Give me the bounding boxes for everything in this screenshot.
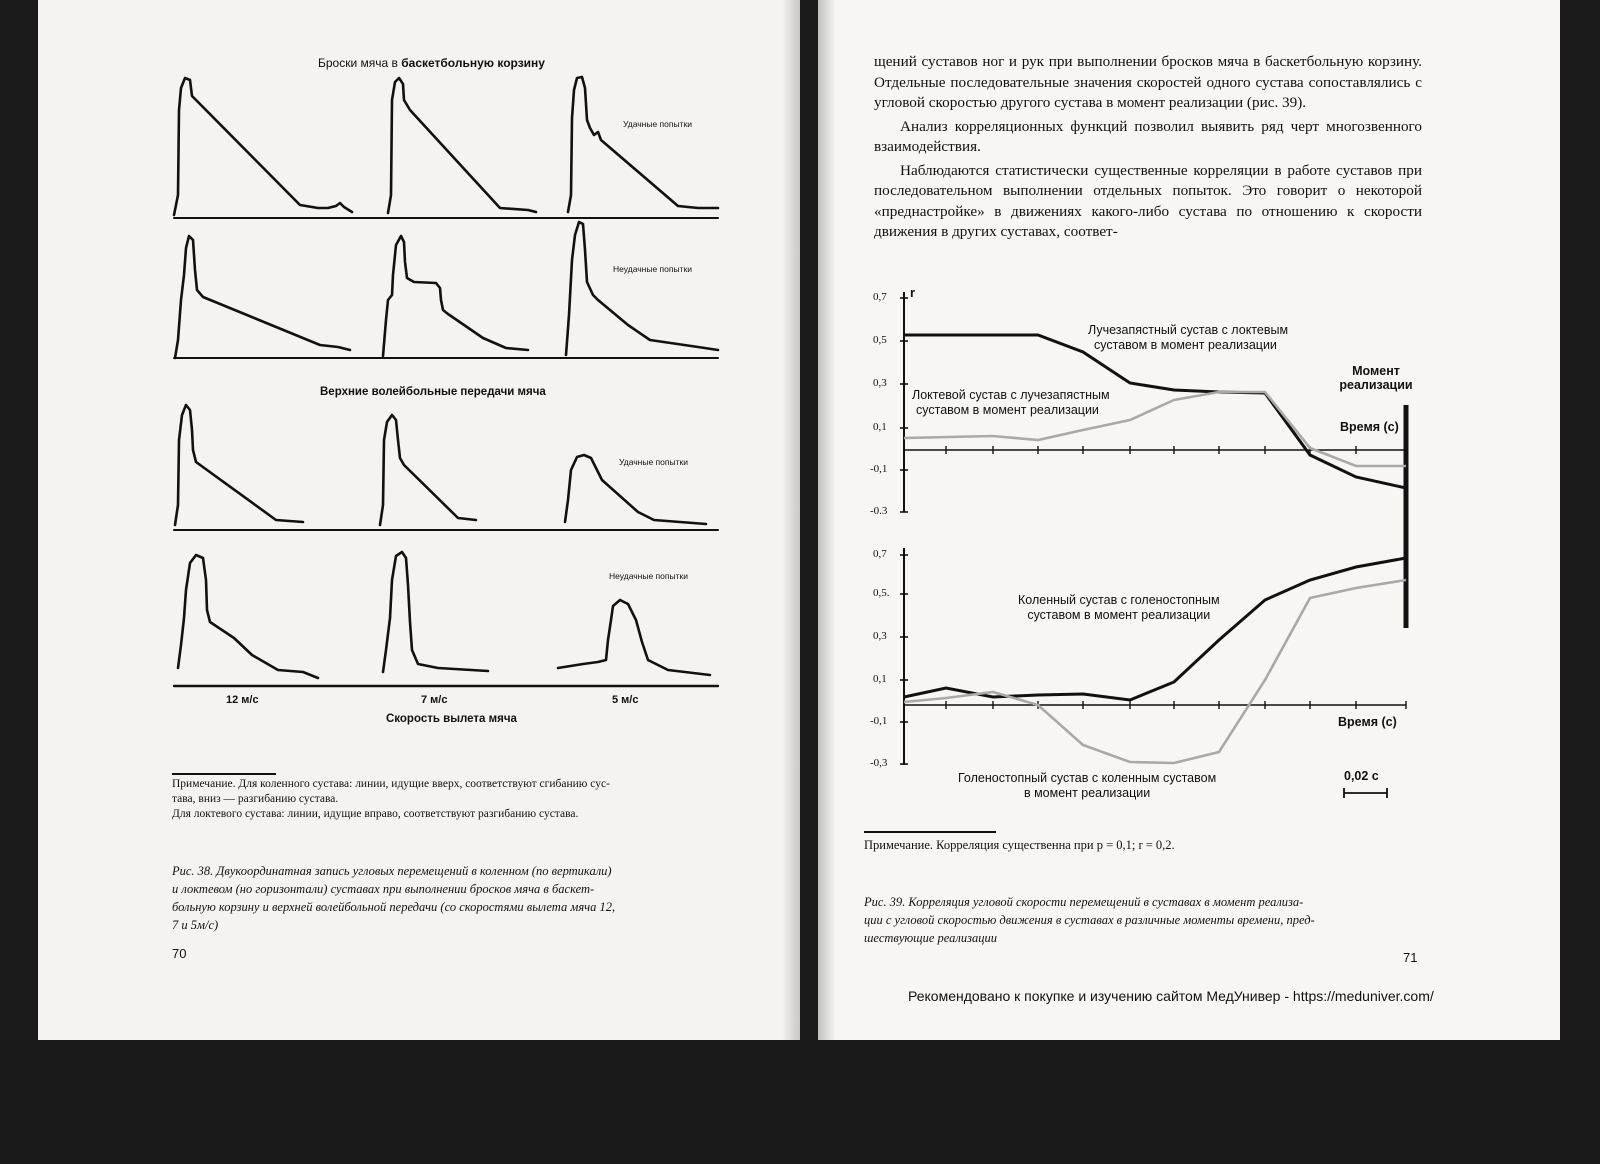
bottom-time-label: Время (с): [1338, 715, 1397, 729]
top-tick-label: 0,3: [873, 377, 887, 389]
label-vb-fail: Неудачные попытки: [609, 571, 688, 581]
bottom-tick-label: -0,1: [870, 715, 888, 727]
trace-bb-success-12: [174, 78, 352, 215]
bottom-tick-label: 0,1: [873, 673, 887, 685]
curve-knee: [904, 558, 1406, 700]
caption-line: Рис. 39. Корреляция угловой скорости перемещений в суставах в момент реализа-: [864, 895, 1304, 909]
trace-vb-success-12: [175, 405, 303, 525]
note-left-line: тава, вниз — разгибанию сустава.: [172, 793, 339, 805]
label-bb-fail: Неудачные попытки: [613, 264, 692, 274]
top-tick-label: -0,1: [870, 463, 888, 475]
label-ankle-series: [958, 771, 1216, 801]
trace-vb-fail-5: [558, 600, 710, 675]
caption-line: ции с угловой скоростью движения в суставах в различные моменты времени, пред-: [864, 913, 1315, 927]
fig38-title-plain: Броски мяча в: [318, 56, 402, 70]
note-rule-left: [172, 773, 276, 775]
label-knee-series: [1018, 593, 1220, 623]
chart-r-label: r: [910, 285, 916, 300]
volley-title: Верхние волейбольные передачи мяча: [320, 386, 546, 398]
caption-line: и локтевом (но горизонтали) суставах при выполнении бросков мяча в баскет-: [172, 882, 595, 896]
page-number-left: 70: [172, 946, 187, 961]
moment-label-line: реализации: [1339, 378, 1413, 392]
trace-bb-fail-5: [566, 222, 718, 355]
fig38-traces: [38, 0, 800, 760]
fig38-title-bold: баскетбольную корзину: [401, 56, 545, 70]
bottom-tick-label: -0,3: [870, 757, 888, 769]
caption-line: шествующие реализации: [864, 931, 998, 945]
label-knee-line: Коленный сустав с голеностопным: [1018, 593, 1220, 607]
trace-bb-success-7: [388, 78, 536, 213]
bottom-tick-label: 0,7: [873, 548, 887, 560]
top-tick-label: 0,1: [873, 421, 887, 433]
body-paragraph: Наблюдаются статистически существенные корреляции в работе суставов при последовательном выполнении отдельных попыток. Это говорит о некоторой «преднастройке» в движениях какого-либо сустава по отношению к скорости движения в других суставах, соответ-: [874, 161, 1422, 240]
label-wrist-line: суставом в момент реализации: [1094, 338, 1277, 352]
body-paragraph: Анализ корреляционных функций позволил выявить ряд черт многозвенного взаимодействия.: [874, 117, 1422, 155]
label-ankle-line: Голеностопный сустав с коленным суставом: [958, 771, 1217, 785]
bottom-tick-label: 0,3: [873, 630, 887, 642]
top-tick-label: 0,5: [873, 334, 887, 346]
label-wrist-series: [1088, 323, 1288, 353]
scale-bar: [1344, 788, 1387, 798]
trace-bb-fail-12: [175, 236, 350, 358]
trace-bb-fail-7: [383, 236, 528, 356]
moment-label: [1326, 364, 1426, 392]
scan-bottom-edge: [0, 1040, 1600, 1164]
note-rule-right: [864, 831, 996, 833]
top-time-label: Время (с): [1340, 420, 1399, 434]
label-bb-success: Удачные попытки: [623, 119, 692, 129]
caption-line: Рис. 38. Двукоординатная запись угловых перемещений в коленном (по вертикали): [172, 864, 612, 878]
note-right: Примечание. Корреляция существенна при р = 0,1; r = 0,2.: [864, 838, 1175, 852]
trace-vb-success-7: [380, 415, 476, 525]
scale-label: 0,02 с: [1344, 769, 1379, 783]
label-wrist-line: Лучезапястный сустав с локтевым: [1088, 323, 1289, 337]
label-vb-success: Удачные попытки: [619, 457, 688, 467]
fig38-caption: [172, 862, 732, 934]
note-left-line: Для локтевого сустава: линии, идущие вправо, соответствуют разгибанию сустава.: [172, 808, 579, 820]
bottom-tick-label: 0,5.: [873, 587, 890, 599]
page-number-right: 71: [1403, 950, 1418, 965]
speed-label-5: 5 м/с: [612, 694, 639, 706]
trace-vb-fail-7: [383, 552, 488, 672]
right-page: [818, 0, 1560, 1040]
site-footer: Рекомендовано к покупке и изучению сайтом МедУнивер - https://meduniver.com/: [908, 988, 1434, 1004]
trace-vb-fail-12: [178, 555, 318, 678]
label-elbow-line: Локтевой сустав с лучезапястным: [912, 388, 1110, 402]
note-left-line: Примечание. Для коленного сустава: линии, идущие вверх, соответствуют сгибанию сус-: [172, 778, 610, 790]
trace-bb-success-5: [568, 77, 718, 212]
speed-axis-title: Скорость вылета мяча: [386, 713, 517, 725]
label-elbow-line: суставом в момент реализации: [916, 403, 1099, 417]
label-elbow-series: [912, 388, 1110, 418]
label-ankle-line: в момент реализации: [1023, 786, 1151, 800]
body-paragraph: щений суставов ног и рук при выполнении бросков мяча в баскетбольную корзину. Отдельные последовательные значения скоростей одного сустава сопоставлялись с угловой скоростью другого сустава в момент реализации (рис. 39).: [874, 53, 1422, 111]
speed-label-12: 12 м/с: [226, 694, 259, 706]
caption-line: 7 и 5м/с): [172, 918, 219, 932]
label-knee-line: суставом в момент реализации: [1027, 608, 1211, 622]
fig39-caption: [864, 893, 1424, 947]
caption-line: больную корзину и верхней волейбольной передачи (со скоростями вылета мяча 12,: [172, 900, 616, 914]
speed-label-7: 7 м/с: [421, 694, 448, 706]
top-tick-label: 0,7: [873, 291, 887, 303]
moment-label-line: Момент: [1352, 364, 1400, 378]
note-left: [172, 777, 712, 822]
left-page: [38, 0, 800, 1056]
top-tick-label: -0.3: [870, 505, 888, 517]
